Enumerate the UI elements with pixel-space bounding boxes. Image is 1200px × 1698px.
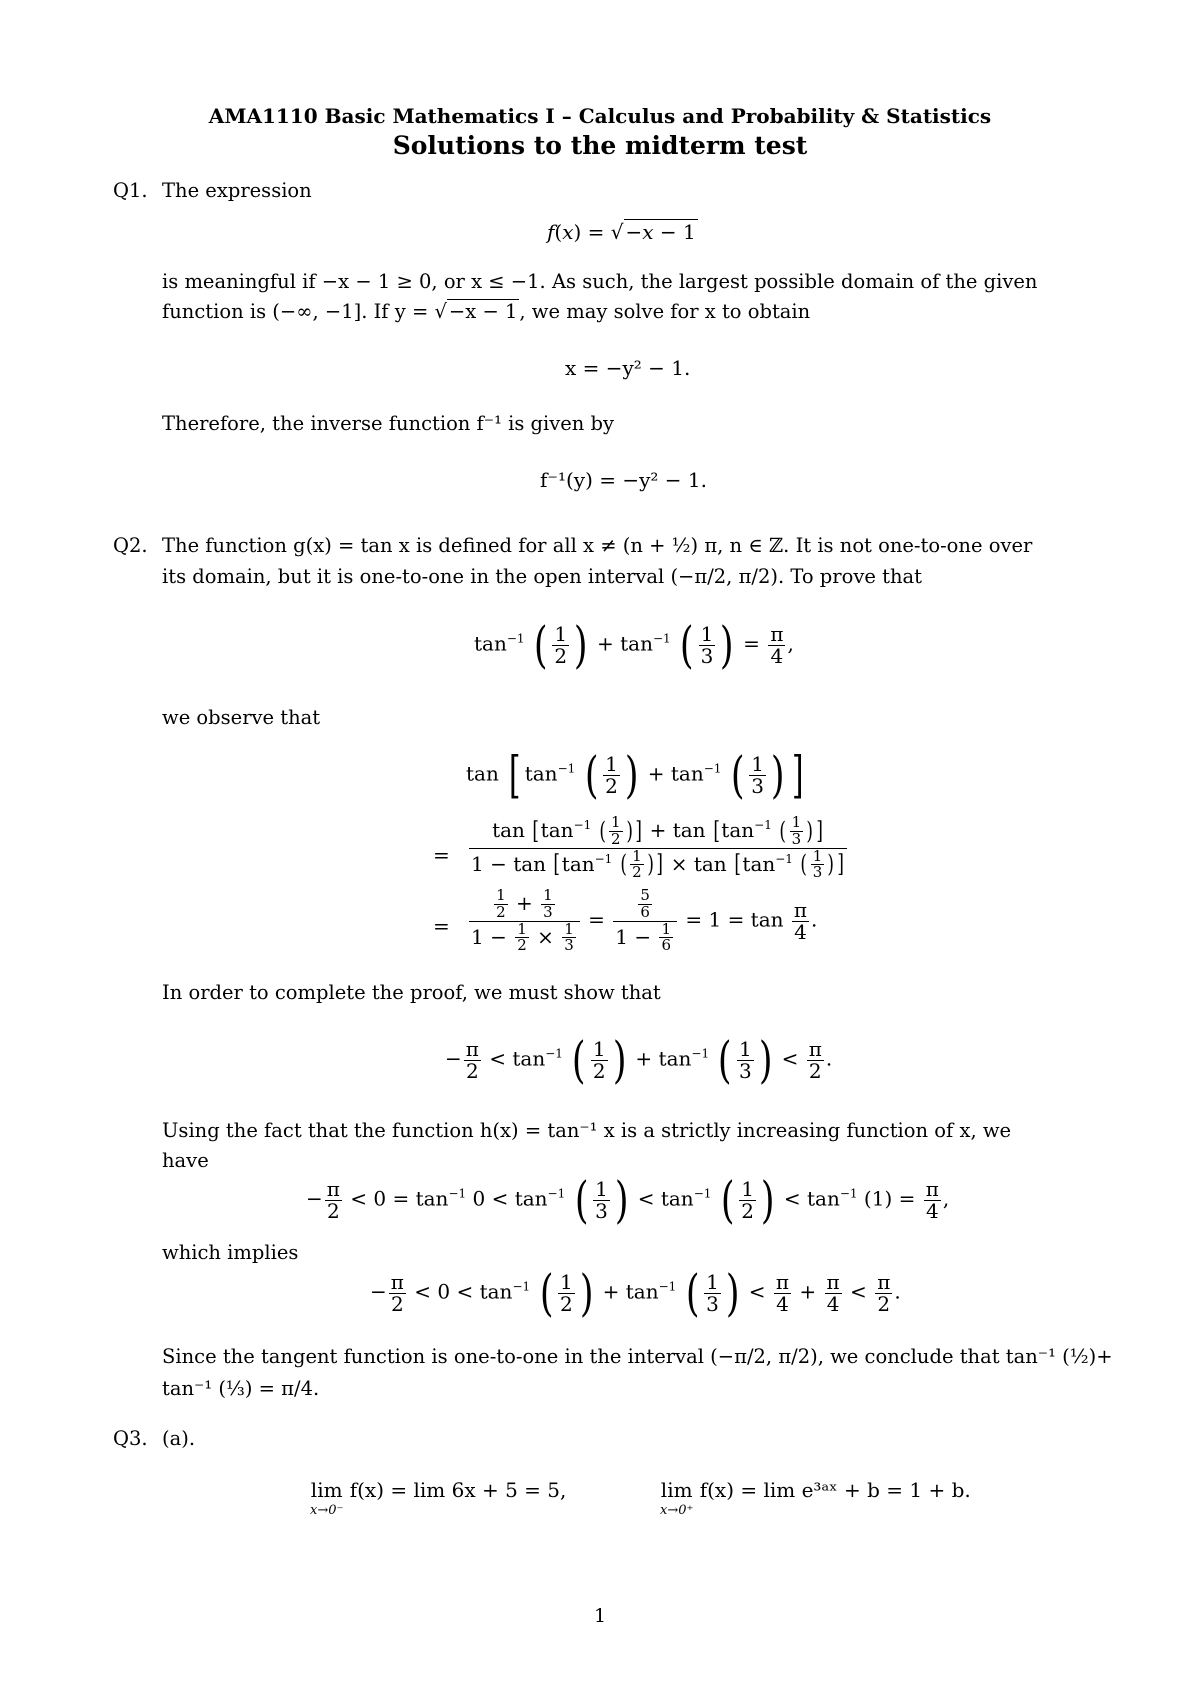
q2-using-line1: Using the fact that the function h(x) = tan⁻¹ x is a strictly increasing function of x, we (162, 1119, 1012, 1142)
q3-limit-right: lim x→0⁺ f(x) = lim e³ᵃˣ + b = 1 + b. (660, 1478, 971, 1518)
q1-intro: The expression (162, 179, 312, 202)
q3-limit-left-expr: f(x) = lim 6x + 5 = 5, (349, 1478, 567, 1502)
document-title: Solutions to the midterm test (392, 131, 808, 160)
q2-inequality-increasing: − $\frac{\pi}{2}$ < $0 = \tan^{-1} 0 < \tan^{-1}$ ( $\frac{1}{3}$ ) < $\tan^{-1}$ ( $\frac{1}{2}$ ) < $\tan^{-1} (1)$ = $\frac{\pi}{4}$ , (306, 1171, 950, 1229)
course-title: AMA1110 Basic Mathematics I – Calculus and Probability & Statistics (208, 104, 992, 128)
q2-since-line1: Since the tangent function is one-to-one in the interval (−π/2, π/2), we conclude that tan⁻¹ (½)+ (162, 1345, 1113, 1368)
q2-equals-1: = (433, 843, 450, 867)
q2-label: Q2. (113, 534, 148, 557)
q2-since-line2: tan⁻¹ (⅓) = π/4. (162, 1377, 320, 1400)
q1-equation-x: x = −y² − 1. (565, 356, 691, 380)
q2-derivation-line1: tan [ $\tan^{-1}$ ( $\frac{1}{2}$ ) + $\tan^{-1}$ ( $\frac{1}{3}$ ) ] (466, 746, 804, 804)
q1-paragraph-inverse: Therefore, the inverse function f⁻¹ is given by (162, 412, 615, 435)
q3-limit-right-expr: f(x) = lim e³ᵃˣ + b = 1 + b. (699, 1478, 971, 1502)
q2-using-line2: have (162, 1149, 209, 1172)
q2-equals-2: = (433, 914, 450, 938)
q2-derivation-line3: $\frac{1}{2}$ + $\frac{1}{3}$ 1 − $\frac{1}{2}$ × $\frac{1}{3}$ = $\frac{5}{6}$ 1 − $\frac{1}{6}$ = 1 = tan $\frac{\pi}{4}$ . (471, 886, 818, 955)
q2-inequality-goal: − $\frac{\pi}{2}$ < $\tan^{-1}$ ( $\frac{1}{2}$ ) + $\tan^{-1}$ ( $\frac{1}{3}$ ) < $\frac{\pi}{2}$ . (445, 1031, 833, 1089)
q2-derivation-line2: $\tan [\tan^{-1}$ ( $\frac{1}{2}$ ) ] + $\tan [\tan^{-1}$ ( $\frac{1}{3}$ ) ] $1 - \tan [\tan^{-1}$ ( $\frac{1}{2}$ ) ] × $\tan [\tan^{-1}$ ( $\frac{1}{3}$ ) ] (467, 815, 849, 881)
q1-paragraph-line1: is meaningful if −x − 1 ≥ 0, or x ≤ −1. As such, the largest possible domain of the given (162, 270, 1038, 293)
page-number: 1 (593, 1605, 607, 1627)
q1-paragraph-line2: function is (−∞, −1]. If y = √ −x − 1 , we may solve for x to obtain (162, 300, 811, 323)
q1-equation-f: f(x) = √ −x − 1 (547, 220, 696, 244)
q2-order: In order to complete the proof, we must show that (162, 981, 661, 1004)
q3-limit-left: lim x→0⁻ f(x) = lim 6x + 5 = 5, (310, 1478, 567, 1518)
q2-paragraph-line1: The function g(x) = tan x is defined for all x ≠ (n + ½) π, n ∈ ℤ. It is not one-to-one over (162, 534, 1033, 557)
q2-paragraph-line2: its domain, but it is one-to-one in the open interval (−π/2, π/2). To prove that (162, 565, 922, 588)
q1-label: Q1. (113, 179, 148, 202)
q2-observe: we observe that (162, 706, 321, 729)
q1-equation-inverse: f⁻¹(y) = −y² − 1. (540, 468, 707, 492)
q3-part-a: (a). (162, 1427, 196, 1450)
q3-label: Q3. (113, 1427, 148, 1450)
q2-inequality-sum: − $\frac{\pi}{2}$ < $0 < \tan^{-1}$ ( $\frac{1}{2}$ ) + $\tan^{-1}$ ( $\frac{1}{3}$ ) < $\frac{\pi}{4}$ + $\frac{\pi}{4}$ < $\frac{\pi}{2}$ . (370, 1264, 901, 1322)
q2-implies: which implies (162, 1241, 299, 1264)
q2-equation-target: $\tan^{-1}$ ( $\frac{1}{2}$ ) + $\tan^{-1}$ ( $\frac{1}{3}$ ) = $\frac{\pi}{4}$ , (474, 616, 794, 674)
